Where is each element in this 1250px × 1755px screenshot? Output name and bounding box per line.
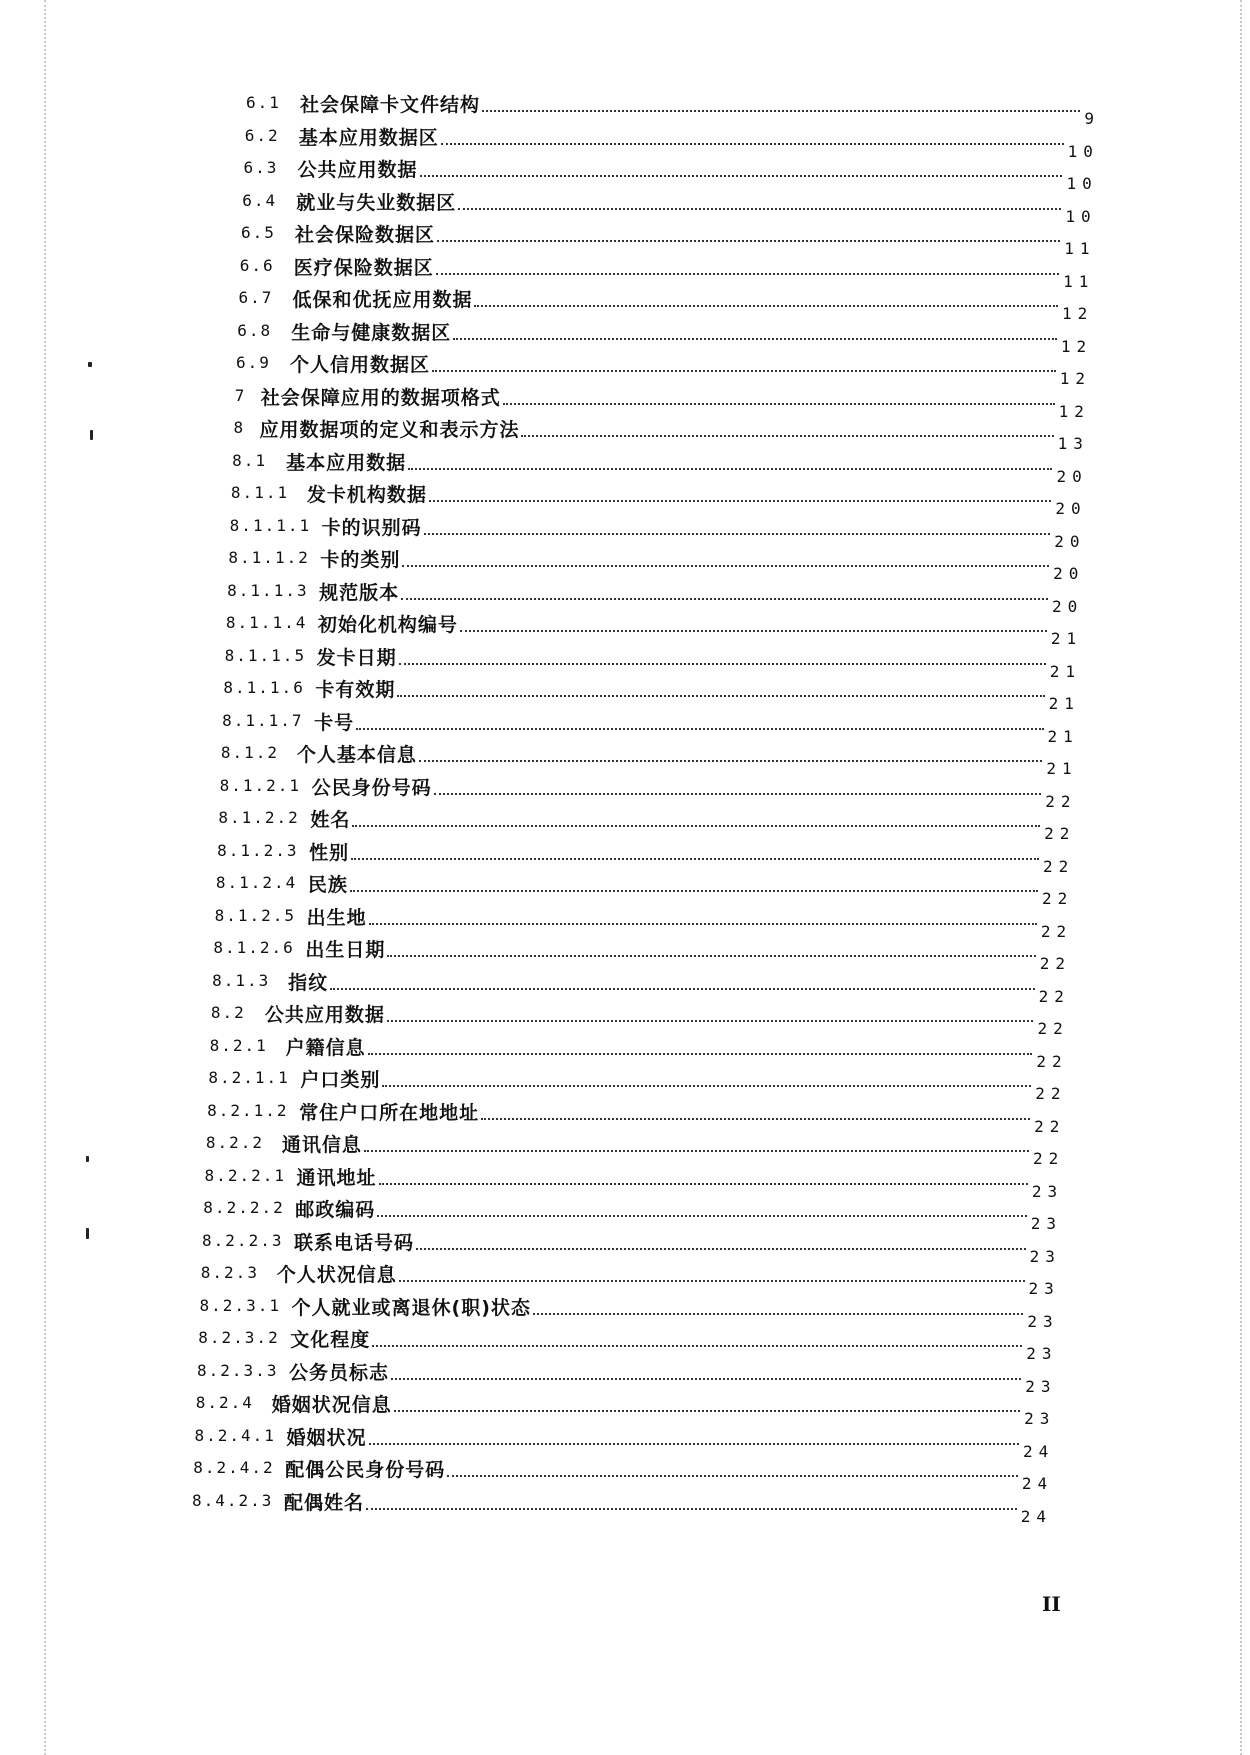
toc-section-title: 初始化机构编号 [317,614,458,636]
toc-section-title: 个人信用数据区 [289,354,430,376]
toc-dot-leader [399,663,1046,665]
toc-section-number: 8.1.2.3 [217,840,299,860]
toc-section-title: 性别 [309,841,350,864]
toc-dot-leader [482,110,1080,112]
toc-section-number: 8.1.3 [212,970,271,990]
toc-page-number: 11 [1064,239,1096,258]
toc-entry[interactable] [244,121,1099,161]
toc-entry[interactable] [223,673,1080,713]
toc-section-title: 民族 [307,874,348,896]
toc-dot-leader [481,1118,1030,1120]
toc-section-title: 社会保障卡文件结构 [300,94,481,116]
toc-entry[interactable] [208,1063,1067,1103]
toc-section-title: 婚姻状况信息 [271,1394,392,1416]
toc-page-number: 20 [1056,466,1088,486]
toc-entry[interactable] [230,478,1087,518]
toc-section-number: 8.1.2.2 [218,808,300,827]
toc-page-number: 21 [1046,759,1078,778]
toc-page-number: 20 [1053,564,1085,583]
toc-dot-leader [503,403,1055,405]
toc-section-title: 卡号 [314,711,355,734]
toc-section-number: 6.4 [242,190,278,210]
toc-entry[interactable] [214,901,1073,941]
toc-dot-leader [377,1215,1026,1217]
toc-dot-leader [356,728,1043,730]
toc-entry[interactable] [239,251,1095,291]
toc-dot-leader [351,858,1039,860]
toc-dot-leader [436,273,1059,275]
toc-dot-leader [399,1280,1025,1282]
toc-dot-leader [420,175,1063,177]
toc-entry[interactable] [227,576,1084,616]
toc-entry[interactable] [213,933,1071,973]
toc-entry[interactable] [207,1096,1066,1136]
toc-dot-leader [432,370,1056,372]
toc-section-number: 6.9 [235,353,271,372]
toc-entry[interactable] [228,543,1085,583]
toc-dot-leader [447,1475,1018,1477]
toc-section-title: 户口类别 [300,1069,381,1091]
toc-section-number: 8 [233,418,246,437]
toc-dot-leader [434,793,1042,795]
toc-section-number: 8.2.3.1 [199,1295,281,1315]
toc-section-number: 8.2.3 [200,1263,259,1282]
toc-section-number: 8.1.2.5 [214,905,297,925]
toc-section-number: 6.6 [239,255,275,275]
toc-dot-leader [382,1085,1031,1087]
toc-section-number: 7 [234,385,247,405]
toc-dot-leader [416,1248,1026,1250]
toc-entry[interactable] [219,771,1077,811]
toc-entry[interactable] [198,1323,1058,1363]
toc-page-number: 22 [1037,1019,1069,1038]
toc-dot-leader [387,1020,1034,1022]
toc-page-number: 22 [1033,1149,1065,1168]
toc-section-title: 个人基本信息 [296,744,417,766]
toc-dot-leader [387,955,1035,957]
toc-section-title: 公共应用数据 [297,159,418,181]
toc-page-number: 22 [1035,1084,1067,1103]
toc-section-title: 指纹 [288,971,329,994]
toc-dot-leader [429,500,1051,502]
toc-section-number: 8.1.2 [220,743,280,762]
toc-page-number: 20 [1051,596,1084,616]
toc-dot-leader [379,1183,1028,1185]
toc-section-number: 8.2 [210,1003,246,1022]
toc-section-title: 基本应用数据 [286,451,407,474]
toc-page-number: 11 [1063,271,1095,291]
toc-section-number: 8.2.2.1 [204,1165,286,1185]
toc-page-number: 24 [1022,1441,1055,1461]
toc-section-number: 8.2.4.2 [193,1458,275,1477]
toc-section-title: 低保和优抚应用数据 [292,289,473,311]
toc-entry[interactable] [229,511,1086,551]
toc-section-title: 规范版本 [319,581,400,604]
toc-section-title: 出生地 [306,906,367,929]
toc-entry[interactable] [194,1421,1055,1461]
toc-dot-leader [364,1150,1029,1152]
toc-entry[interactable] [212,966,1070,1006]
toc-section-title: 通讯信息 [281,1134,362,1156]
toc-page-number: 23 [1028,1279,1060,1298]
toc-section-title: 通讯地址 [296,1166,377,1189]
toc-entry[interactable] [204,1161,1064,1201]
toc-section-title: 户籍信息 [285,1036,366,1059]
toc-section-title: 个人状况信息 [276,1264,397,1286]
toc-dot-leader [419,760,1043,762]
toc-section-number: 6.1 [246,93,281,112]
toc-entry[interactable] [246,88,1100,128]
toc-page-number: 10 [1065,206,1097,226]
toc-section-title: 文化程度 [290,1329,371,1351]
toc-section-number: 8.1.2.4 [215,873,298,892]
toc-section-number: 8.1.1.2 [228,548,310,567]
toc-dot-leader [372,1345,1022,1347]
toc-section-title: 配偶姓名 [284,1491,365,1514]
toc-page-number: 22 [1034,1116,1066,1136]
toc-page-number: 21 [1049,661,1081,681]
toc-section-number: 8.1.1.3 [227,580,309,600]
toc-page-number: 23 [1025,1376,1057,1396]
toc-section-number: 8.1.2.6 [213,938,295,957]
toc-entry[interactable] [232,446,1088,486]
toc-section-title: 公务员标志 [289,1361,390,1384]
toc-section-number: 8.2.1 [209,1035,268,1055]
toc-entry[interactable] [205,1128,1065,1168]
toc-section-title: 基本应用数据区 [298,126,439,149]
toc-section-number: 8.1.1.5 [224,645,307,665]
toc-page-number: 22 [1045,791,1077,811]
toc-section-number: 6.7 [238,288,274,307]
toc-entry[interactable] [195,1388,1056,1428]
toc-section-title: 配偶公民身份号码 [285,1459,446,1481]
toc-section-title: 发卡机构数据 [306,484,427,506]
toc-section-number: 8.2.4.1 [194,1425,276,1445]
toc-entry[interactable] [210,998,1069,1038]
toc-page-number: 21 [1048,694,1080,713]
toc-page-number: 24 [1021,1474,1054,1493]
toc-page-number: 22 [1036,1051,1068,1071]
toc-entry[interactable] [240,218,1096,258]
toc-section-title: 生命与健康数据区 [291,321,452,344]
toc-page-number: 24 [1020,1506,1052,1526]
toc-dot-leader [533,1313,1024,1315]
toc-page-number: 23 [1030,1214,1063,1233]
toc-entry[interactable] [192,1486,1052,1526]
toc-section-title: 邮政编码 [295,1199,376,1221]
toc-page-number: 22 [1038,986,1070,1006]
toc-page-number: 10 [1067,141,1099,161]
toc-page-number: 23 [1029,1246,1061,1266]
toc-entry[interactable] [202,1226,1061,1266]
toc-section-title: 出生日期 [305,939,386,961]
toc-page-number: 12 [1058,401,1090,421]
toc-page-number: 23 [1031,1181,1064,1201]
toc-section-title: 医疗保险数据区 [293,256,434,279]
toc-section-title: 就业与失业数据区 [296,191,457,214]
toc-section-number: 8.2.2 [205,1133,264,1152]
toc-section-number: 8.1.1.6 [223,678,305,697]
toc-dot-leader [391,1378,1021,1380]
toc-dot-leader [397,695,1044,697]
toc-page-number: 22 [1040,921,1073,941]
toc-entry[interactable] [220,738,1078,778]
toc-section-title: 联系电话号码 [294,1231,415,1254]
toc-section-title: 常住户口所在地地址 [299,1101,480,1124]
toc-dot-leader [350,890,1038,892]
toc-dot-leader [394,1410,1020,1412]
toc-page-number: 20 [1055,499,1087,518]
toc-section-title: 卡的识别码 [321,516,422,539]
toc-dot-leader [366,1508,1017,1510]
toc-entry[interactable] [199,1291,1059,1331]
toc-dot-leader [330,988,1034,990]
toc-page-number: 12 [1059,369,1092,388]
toc-page-number: 21 [1050,629,1083,648]
toc-section-number: 8.2.3.3 [197,1360,279,1380]
toc-section-title: 姓名 [310,809,351,831]
toc-entry[interactable] [197,1356,1057,1396]
toc-dot-leader [437,240,1060,242]
toc-entry[interactable] [237,316,1093,356]
toc-page-number: 22 [1043,856,1075,876]
toc-dot-leader [402,565,1049,567]
toc-dot-leader [408,468,1052,470]
toc-section-number: 8.2.4 [195,1393,254,1412]
toc-section-number: 6.5 [240,223,276,242]
toc-entry[interactable] [215,868,1074,908]
toc-page-number: 12 [1062,304,1094,323]
toc-dot-leader [424,533,1051,535]
toc-dot-leader [352,825,1040,827]
toc-page-number: 23 [1027,1311,1059,1331]
toc-section-number: 8.1.2.1 [219,775,302,795]
toc-entry[interactable] [203,1193,1063,1233]
toc-section-title: 卡有效期 [315,679,396,701]
toc-entry[interactable] [235,348,1092,388]
toc-section-number: 6.3 [243,158,279,177]
toc-section-number: 8.2.2.2 [203,1198,285,1217]
toc-dot-leader [458,208,1061,210]
toc-entry[interactable] [218,803,1076,843]
toc-entry[interactable] [234,381,1090,421]
toc-section-number: 8.1.1 [230,483,290,502]
toc-section-number: 6.2 [244,125,280,145]
toc-section-number: 8.1.1.4 [225,613,308,632]
toc-entry[interactable] [217,836,1075,876]
toc-dot-leader [453,338,1057,340]
toc-section-number: 8.1.1.7 [222,710,304,730]
toc-section-number: 8.2.2.3 [202,1230,284,1250]
toc-page-number: 23 [1026,1344,1058,1363]
toc-page-number: 9 [1084,109,1100,128]
toc-page-number: 12 [1060,336,1093,356]
toc-section-number: 8.4.2.3 [192,1490,274,1510]
toc-entry[interactable] [222,706,1079,746]
toc-section-number: 8.2.3.2 [198,1328,280,1347]
toc-dot-leader [369,923,1037,925]
toc-entry[interactable] [200,1258,1060,1298]
toc-section-title: 卡的类别 [320,549,401,571]
toc-entry[interactable] [193,1453,1054,1493]
toc-section-title: 应用数据项的定义和表示方法 [259,419,520,441]
toc-section-title: 社会保障应用的数据项格式 [260,386,501,409]
toc-dot-leader [369,1443,1019,1445]
toc-entry[interactable] [242,186,1097,226]
toc-section-number: 8.2.1.2 [207,1100,289,1120]
toc-page-number: 10 [1066,174,1098,193]
toc-section-number: 8.1 [232,450,268,470]
toc-dot-leader [401,598,1048,600]
toc-page-number: 21 [1047,726,1079,746]
toc-dot-leader [460,630,1047,632]
toc-section-title: 发卡日期 [316,646,397,669]
toc-entry[interactable] [224,641,1081,681]
toc-section-title: 个人就业或离退休(职)状态 [291,1296,531,1319]
toc-entry[interactable] [238,283,1094,323]
toc-page-number: 22 [1041,889,1074,908]
toc-page-number: 20 [1054,531,1086,551]
toc-section-title: 婚姻状况 [286,1426,367,1449]
page-number: II [1042,1592,1061,1616]
toc-section-title: 公共应用数据 [264,1004,385,1026]
toc-page-number: 23 [1024,1409,1056,1428]
toc-page-number: 13 [1057,434,1089,453]
toc-section-number: 6.8 [237,320,273,340]
toc-dot-leader [368,1053,1033,1055]
toc-section-number: 8.2.1.1 [208,1068,290,1087]
toc-entry[interactable] [233,413,1089,453]
toc-dot-leader [441,143,1064,145]
toc-entry[interactable] [209,1031,1068,1071]
toc-section-title: 公民身份号码 [311,776,432,799]
toc-page-number: 22 [1044,824,1076,843]
toc-page-number: 22 [1039,954,1071,973]
toc-dot-leader [474,305,1058,307]
toc-section-number: 8.1.1.1 [229,515,312,535]
toc-section-title: 社会保险数据区 [294,224,435,246]
toc-entry[interactable] [225,608,1083,648]
toc-entry[interactable] [243,153,1098,193]
toc-dot-leader [521,435,1053,437]
